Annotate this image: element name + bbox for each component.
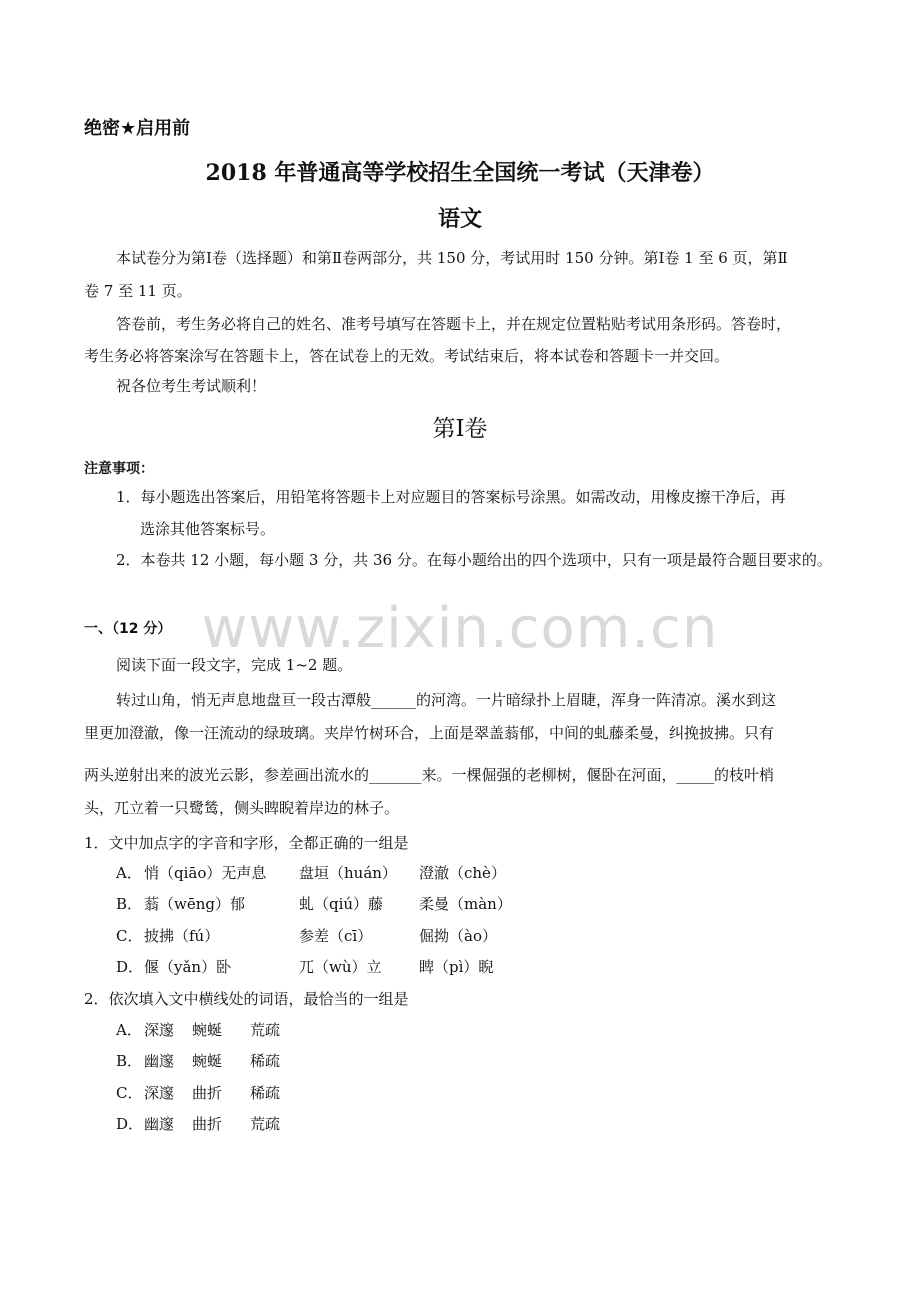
option-item: 幽邃 [144, 1052, 175, 1070]
option-letter: A． [116, 864, 142, 882]
intro-paragraph-2-line-1: 答卷前，考生务必将自己的姓名、准考号填写在答题卡上，并在规定位置粘贴考试用条形码。答卷时， [116, 315, 792, 333]
option-item: 蓊（wēng）郁 [144, 895, 245, 913]
option-item: 幽邃 [144, 1115, 175, 1133]
confidential-label: 绝密★启用前 [84, 118, 191, 139]
section-heading: 一、（12 分） [84, 621, 172, 637]
passage-line-3: 两头逆射出来的波光云影，参差画出流水的_______来。一棵倔强的老柳树，偃卧在河面，_____的枝叶梢 [84, 766, 775, 784]
option-item: 蜿蜒 [192, 1021, 223, 1039]
question-2-stem: 2．依次填入文中横线处的词语，最恰当的一组是 [84, 990, 409, 1008]
option-item: 睥（pì）睨 [419, 958, 494, 976]
option-letter: B． [116, 895, 143, 913]
intro-paragraph-1-line-1: 本试卷分为第Ⅰ卷（选择题）和第Ⅱ卷两部分，共 150 分，考试用时 150 分钟。第Ⅰ卷 1 至 6 页，第Ⅱ [116, 249, 788, 267]
option-item: 柔曼（màn） [419, 895, 512, 913]
option-item: 悄（qiāo）无声息 [144, 864, 267, 882]
note-2: 2．本卷共 12 小题，每小题 3 分，共 36 分。在每小题给出的四个选项中，只有一项是最符合题目要求的。 [116, 551, 832, 569]
option-letter: D． [116, 958, 144, 976]
option-item: 盘垣（huán） [299, 864, 397, 882]
option-item: 曲折 [192, 1115, 223, 1133]
option-item: 倔拗（ào） [419, 927, 497, 945]
option-item: 深邃 [144, 1021, 175, 1039]
option-item: 蜿蜒 [192, 1052, 223, 1070]
question-1-option-b [116, 894, 512, 914]
exam-title: 2018 年普通高等学校招生全国统一考试（天津卷） [205, 160, 715, 186]
passage-line-1: 转过山角，悄无声息地盘亘一段古潭般______的河湾。一片暗绿扑上眉睫，浑身一阵清凉。溪水到这 [116, 691, 777, 709]
option-item: 曲折 [192, 1084, 223, 1102]
note-1-line-1: 1．每小题选出答案后，用铅笔将答题卡上对应题目的答案标号涂黑。如需改动，用橡皮擦干净后，再 [116, 488, 786, 506]
intro-paragraph-3: 祝各位考生考试顺利！ [116, 377, 267, 395]
option-item: 稀疏 [250, 1084, 281, 1102]
notes-heading: 注意事项： [84, 461, 154, 477]
option-item: 稀疏 [250, 1052, 281, 1070]
note-1-line-2: 选涂其他答案标号。 [140, 520, 276, 538]
question-1-stem: 1．文中加点字的字音和字形，全都正确的一组是 [84, 834, 409, 852]
option-item: 披拂（fú） [144, 927, 220, 945]
option-item: 参差（cī） [299, 927, 373, 945]
intro-paragraph-1-line-2: 卷 7 至 11 页。 [84, 282, 192, 300]
question-2-option-b [116, 1051, 280, 1071]
intro-paragraph-2-line-2: 考生务必将答案涂写在答题卡上，答在试卷上的无效。考试结束后，将本试卷和答题卡一并交回。 [84, 347, 730, 365]
subject-title: 语文 [437, 206, 482, 232]
option-letter: C． [116, 927, 143, 945]
option-letter: A． [116, 1021, 142, 1039]
option-item: 偃（yǎn）卧 [144, 958, 232, 976]
option-letter: C． [116, 1084, 143, 1102]
question-1-option-c [116, 926, 497, 946]
option-letter: D． [116, 1115, 144, 1133]
option-item: 深邃 [144, 1084, 175, 1102]
part-title: 第Ⅰ卷 [432, 416, 488, 442]
option-item: 虬（qiú）藤 [299, 895, 384, 913]
option-item: 兀（wù）立 [299, 958, 382, 976]
question-1-option-d [116, 957, 493, 977]
passage-line-4: 头，兀立着一只鹭鸶，侧头睥睨着岸边的林子。 [84, 799, 400, 817]
question-2-option-d [116, 1114, 280, 1134]
option-item: 澄澈（chè） [419, 864, 506, 882]
passage-line-2: 里更加澄澈，像一汪流动的绿玻璃。夹岸竹树环合，上面是翠盖蓊郁，中间的虬藤柔曼，纠挽披拂。只有 [84, 724, 775, 742]
question-1-option-a [116, 863, 506, 883]
option-item: 荒疏 [250, 1115, 281, 1133]
question-2-option-c [116, 1083, 280, 1103]
watermark: www.zixin.com.cn [201, 596, 719, 661]
question-2-option-a [116, 1020, 280, 1040]
section-instruction: 阅读下面一段文字，完成 1~2 题。 [116, 656, 353, 674]
option-letter: B． [116, 1052, 143, 1070]
option-item: 荒疏 [250, 1021, 281, 1039]
